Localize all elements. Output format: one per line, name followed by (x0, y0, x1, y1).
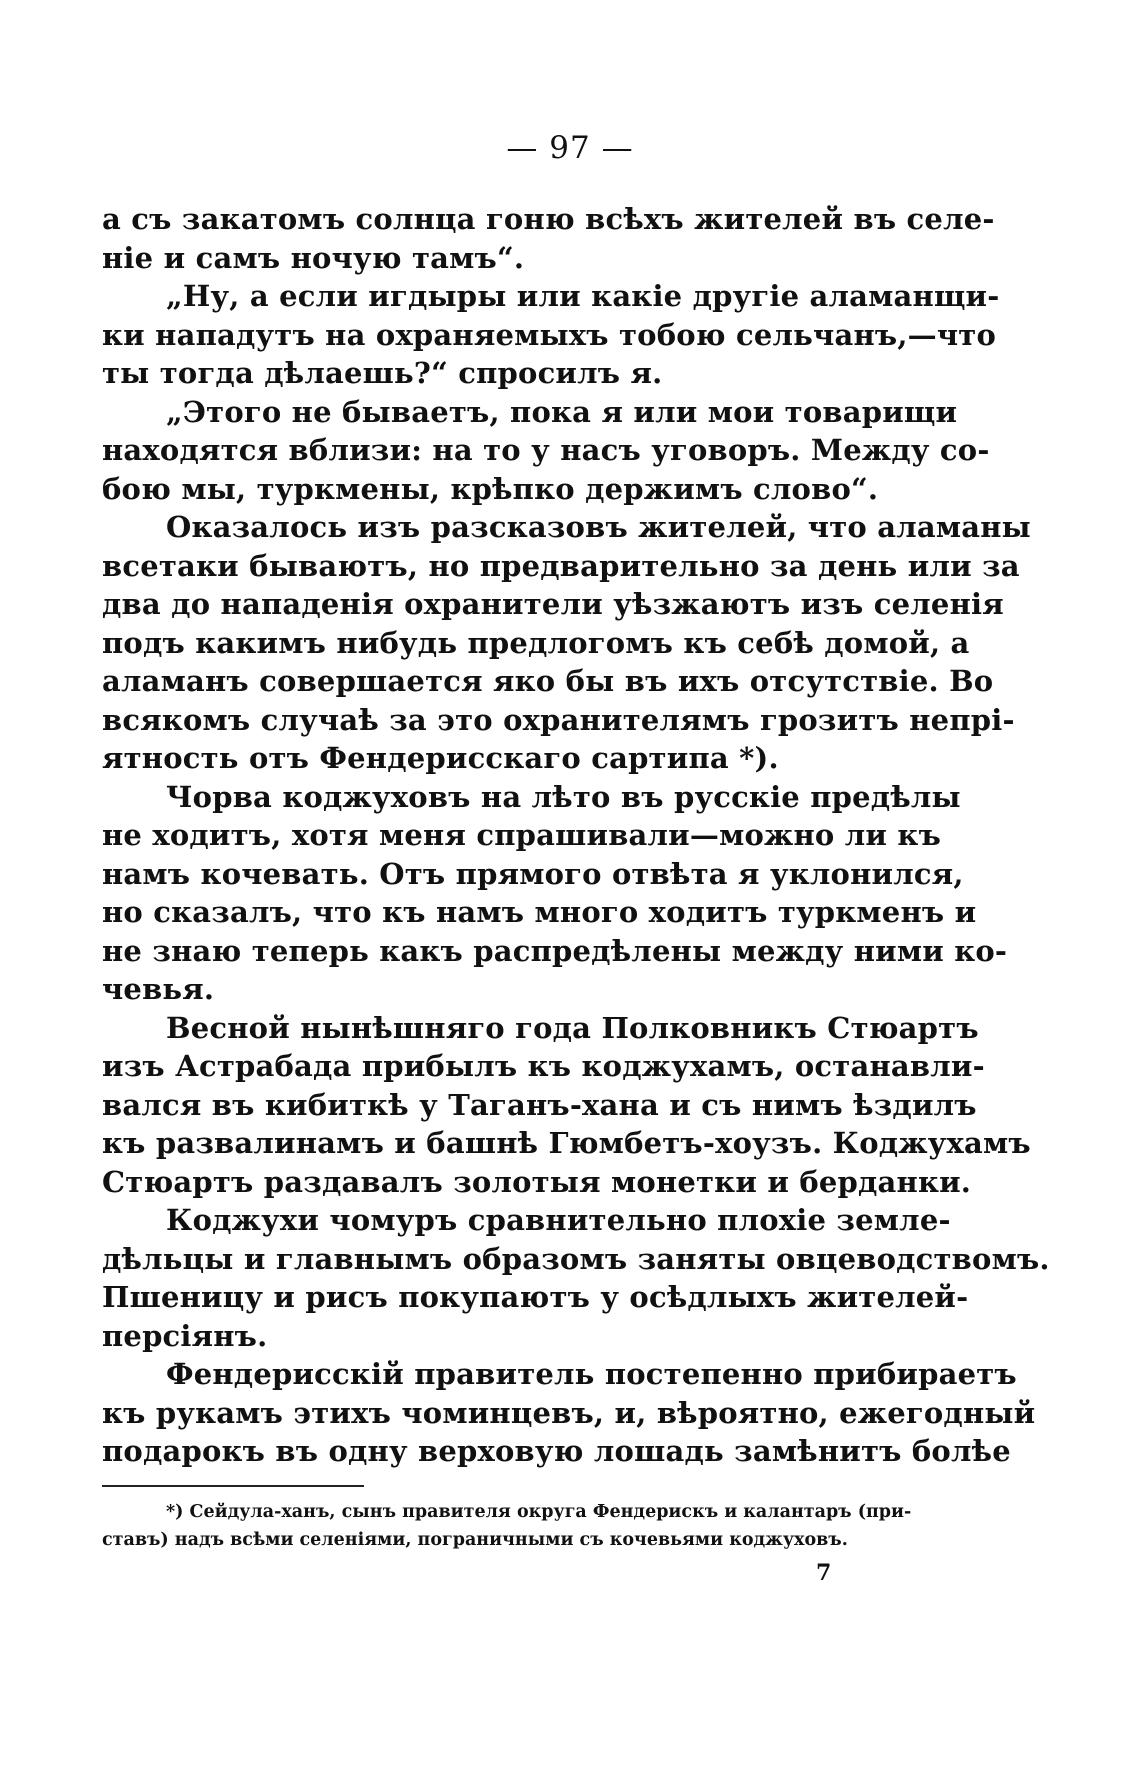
text-line: не ходитъ, хотя меня спрашивали—можно ли къ (102, 818, 942, 852)
text-line: подъ какимъ нибудь предлогомъ къ себѣ домой, а (102, 625, 970, 660)
text-line: Фендерисскій правитель постепенно прибираетъ (166, 1357, 1017, 1391)
text-line: бою мы, туркмены, крѣпко держимъ слово“. (102, 471, 879, 506)
signature-mark: 7 (816, 1560, 832, 1586)
text-line: изъ Астрабада прибылъ къ коджухамъ, останавли- (102, 1049, 985, 1083)
text-line: дѣльцы и главнымъ образомъ заняты овцеводствомъ. (102, 1241, 1050, 1276)
footnote-divider (102, 1485, 364, 1487)
text-line: ятность отъ Фендерисскаго сартипа *). (102, 741, 779, 775)
text-line: Оказалось изъ разсказовъ жителей, что аламаны (166, 510, 1031, 544)
text-line: подарокъ въ одну верховую лошадь замѣнитъ болѣе (102, 1434, 1011, 1468)
text-line: „Этого не бываетъ, пока я или мои товарищи (166, 394, 958, 429)
text-line: ты тогда дѣлаешь?“ спросилъ я. (102, 356, 663, 390)
text-line: къ развалинамъ и башнѣ Гюмбетъ-хоузъ. Коджухамъ (102, 1126, 1031, 1160)
page-number: — 97 — (506, 130, 634, 166)
text-line: находятся вблизи: на то у насъ уговоръ. Между со- (102, 433, 990, 467)
text-line: но сказалъ, что къ намъ много ходитъ туркменъ и (102, 895, 977, 929)
text-line: не знаю теперь какъ распредѣлены между ними ко- (102, 933, 1008, 968)
text-line: Чорва коджуховъ на лѣто въ русскіе предѣлы (166, 779, 961, 814)
text-line: всетаки бываютъ, но предварительно за день или за (102, 548, 1020, 583)
text-line: намъ кочевать. Отъ прямого отвѣта я уклонился, (102, 856, 964, 891)
body-text (102, 200, 1050, 1471)
text-line: а съ закатомъ солнца гоню всѣхъ жителей въ селе- (102, 202, 995, 236)
text-line: Пшеницу и рисъ покупаютъ у осѣдлыхъ жителей- (102, 1280, 969, 1314)
text-line: Весной нынѣшняго года Полковникъ Стюартъ (166, 1010, 979, 1045)
footnote (102, 1498, 912, 1554)
footnote-line: *) Сейдула-ханъ, сынъ правителя округа Фендерискъ и калантаръ (при- (166, 1502, 912, 1522)
text-line: „Ну, а если игдыры или какіе другіе аламанщи- (166, 279, 1000, 313)
text-line: вался въ кибиткѣ у Тaганъ-хана и съ нимъ ѣздилъ (102, 1087, 977, 1122)
text-line: ки нападутъ на охраняемыхъ тобою сельчанъ,—что (102, 317, 996, 352)
text-line: всякомъ случаѣ за это охранителямъ грозитъ непрі- (102, 702, 1015, 737)
text-line: два до нападенія охранители уѣзжаютъ изъ селенія (102, 587, 1004, 621)
text-line: аламанъ совершается яко бы въ ихъ отсутствіе. Во (102, 664, 994, 698)
footnote-line: ставъ) надъ всѣми селеніями, пограничными съ кочевьями коджуховъ. (102, 1530, 848, 1550)
text-line: персіянъ. (102, 1318, 268, 1353)
text-line: чевья. (102, 972, 215, 1006)
text-line: ніе и самъ ночую тамъ“. (102, 240, 525, 275)
text-line: Коджухи чомуръ сравнительно плохіе земле- (166, 1203, 951, 1237)
text-line: къ рукамъ этихъ чоминцевъ, и, вѣроятно, ежегодный (102, 1395, 1036, 1430)
text-line: Стюартъ раздавалъ золотыя монетки и берданки. (102, 1164, 972, 1199)
